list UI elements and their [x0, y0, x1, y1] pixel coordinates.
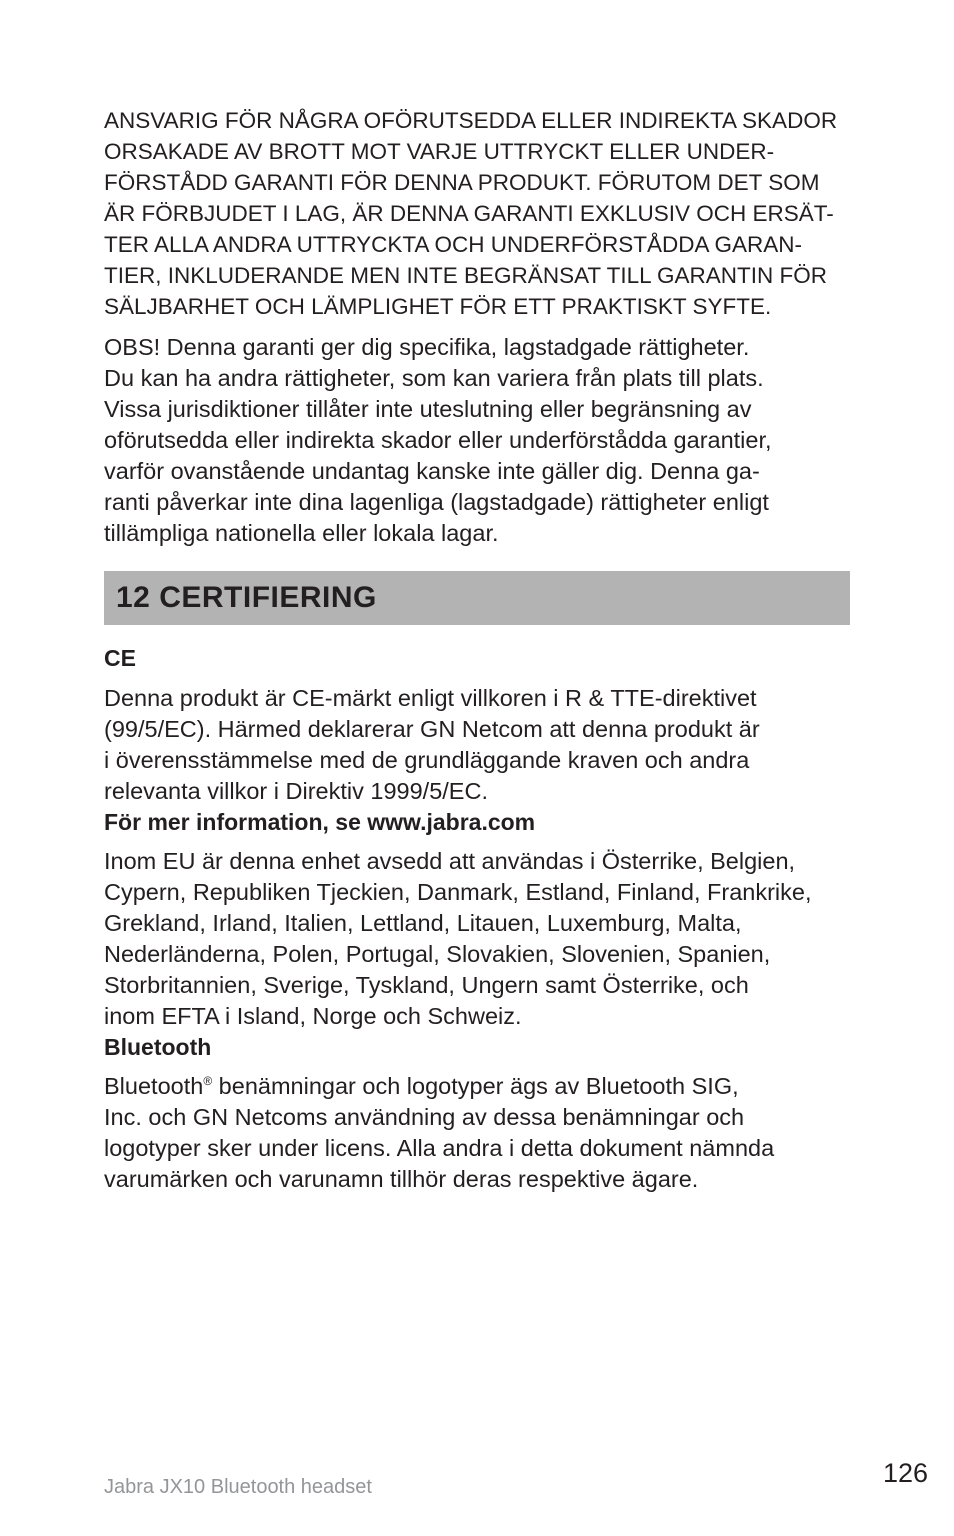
text-line: inom EFTA i Island, Norge och Schweiz. — [104, 1003, 522, 1029]
section-header-bar — [104, 571, 850, 625]
eu-countries-paragraph — [104, 846, 850, 1032]
text-line: Storbritannien, Sverige, Tyskland, Ungern samt Österrike, och — [104, 972, 749, 998]
warranty-disclaimer — [104, 105, 850, 322]
text-line: Du kan ha andra rättigheter, som kan variera från plats till plats. — [104, 365, 764, 391]
text-line: SÄLJBARHET OCH LÄMPLIGHET FÖR ETT PRAKTISKT SYFTE. — [104, 294, 772, 319]
ce-paragraph — [104, 683, 850, 807]
text-line: ÄR FÖRBJUDET I LAG, ÄR DENNA GARANTI EXKLUSIV OCH ERSÄT- — [104, 201, 834, 226]
text-line: Grekland, Irland, Italien, Lettland, Litauen, Luxemburg, Malta, — [104, 910, 742, 936]
text-line: ANSVARIG FÖR NÅGRA OFÖRUTSEDDA ELLER INDIREKTA SKADOR — [104, 108, 838, 133]
text-line: logotyper sker under licens. Alla andra i detta dokument nämnda — [104, 1135, 775, 1161]
text-line — [104, 1071, 850, 1102]
page-number: 126 — [882, 1458, 928, 1488]
text-line: relevanta villkor i Direktiv 1999/5/EC. — [104, 778, 488, 804]
text-line: i överensstämmelse med de grundläggande kraven och andra — [104, 747, 750, 773]
text-line: Nederländerna, Polen, Portugal, Slovakien, Slovenien, Spanien, — [104, 941, 771, 967]
ce-heading: CE — [104, 645, 136, 671]
page-content — [104, 105, 850, 1195]
bluetooth-heading: Bluetooth — [104, 1034, 212, 1060]
text-line: ranti påverkar inte dina lagenliga (lagstadgade) rättigheter enligt — [104, 489, 769, 515]
text-line-rest: benämningar och logotyper ägs av Bluetooth SIG, — [212, 1073, 739, 1099]
registered-mark: ® — [203, 1074, 213, 1089]
text-line: varumärken och varunamn tillhör deras respektive ägare. — [104, 1166, 699, 1192]
text-line: FÖRSTÅDD GARANTI FÖR DENNA PRODUKT. FÖRUTOM DET SOM — [104, 170, 820, 195]
text-line: TIER, INKLUDERANDE MEN INTE BEGRÄNSAT TILL GARANTIN FÖR — [104, 263, 828, 288]
text-line: Vissa jurisdiktioner tillåter inte uteslutning eller begränsning av — [104, 396, 752, 422]
obs-paragraph — [104, 332, 850, 549]
text-line: Cypern, Republiken Tjeckien, Danmark, Estland, Finland, Frankrike, — [104, 879, 812, 905]
text-line: Inc. och GN Netcoms användning av dessa benämningar och — [104, 1104, 745, 1130]
bluetooth-word: Bluetooth — [104, 1073, 204, 1099]
text-line: Denna produkt är CE-märkt enligt villkoren i R & TTE-direktivet — [104, 685, 757, 711]
text-line: OBS! Denna garanti ger dig specifika, lagstadgade rättigheter. — [104, 334, 750, 360]
more-info-heading: För mer information, se www.jabra.com — [104, 809, 536, 835]
bluetooth-paragraph — [104, 1071, 850, 1195]
text-line: ORSAKADE AV BROTT MOT VARJE UTTRYCKT ELLER UNDER- — [104, 139, 775, 164]
text-line: varför ovanstående undantag kanske inte gäller dig. Denna ga- — [104, 458, 760, 484]
text-line: tillämpliga nationella eller lokala lagar. — [104, 520, 499, 546]
text-line: TER ALLA ANDRA UTTRYCKTA OCH UNDERFÖRSTÅDDA GARAN- — [104, 232, 803, 257]
text-line: oförutsedda eller indirekta skador eller underförstådda garantier, — [104, 427, 772, 453]
text-line: Inom EU är denna enhet avsedd att användas i Österrike, Belgien, — [104, 848, 796, 874]
section-title: 12 CERTIFIERING — [116, 581, 377, 614]
footer-product-name: Jabra JX10 Bluetooth headset — [104, 1476, 372, 1498]
text-line: (99/5/EC). Härmed deklarerar GN Netcom att denna produkt är — [104, 716, 760, 742]
